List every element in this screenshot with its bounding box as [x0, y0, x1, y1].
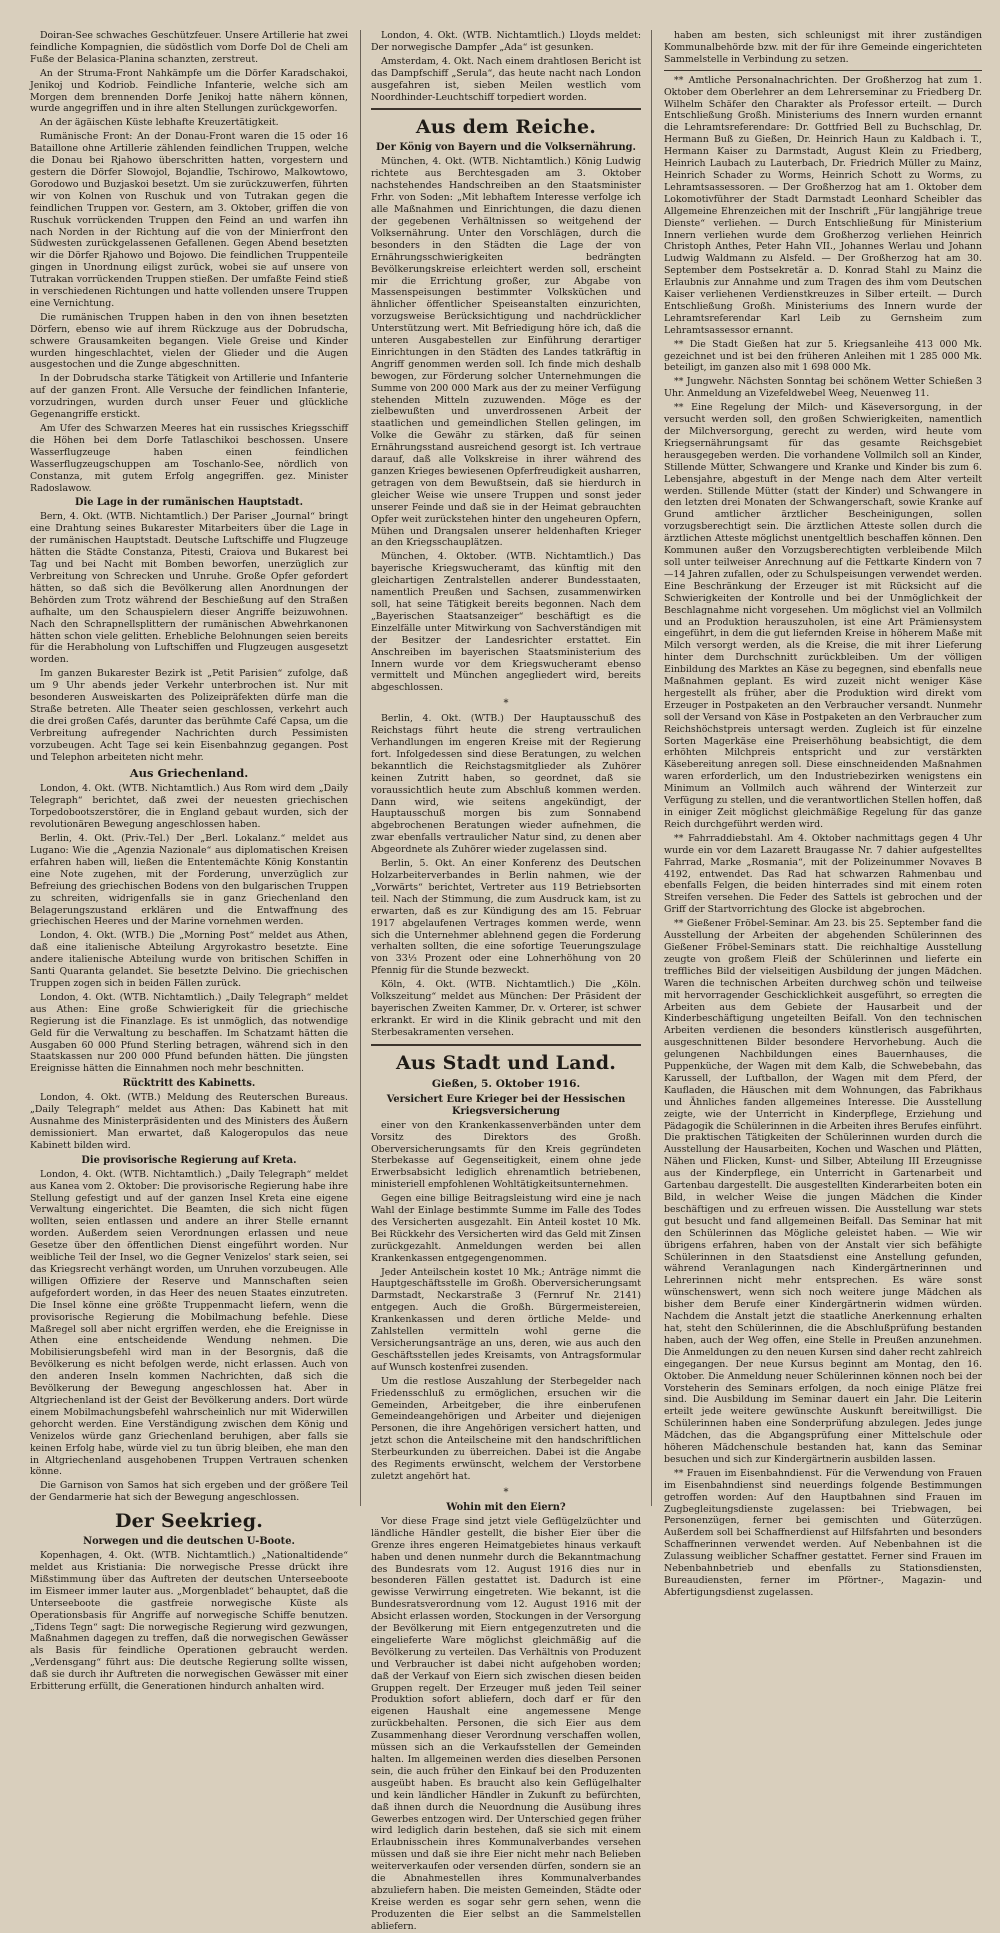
divider: * [503, 1486, 509, 1498]
column-middle [360, 30, 652, 1932]
subheading: Versichert Eure Krieger bei der Hessischen Kriegsversicherung [386, 1093, 626, 1117]
paragraph: einer von den Krankenkassenverbänden unter dem Vorsitz des Direktors des Großh. Oberversicherungsamts für den Kreis gegründeten Sterbekasse auf Gegenseitigkeit, einem ohne jede Erwerbsabsicht lediglich ehrenamtlich betriebenen, ministeriell empfohlenen Wohltätigkeitsunternehmen. [371, 1119, 641, 1191]
paragraph: Die rumänischen Truppen haben in den von ihnen besetzten Dörfern, ebenso wie auf ihrem Rückzuge aus der Dobrudscha, schwere Grausamkeiten begangen. Viele Greise und Kinder wurden hingeschlachtet, vielen der Glieder und die Augen ausgestochen und die Zunge abgeschnitten. [30, 311, 348, 371]
paragraph: Am Ufer des Schwarzen Meeres hat ein russisches Kriegsschiff die Höhen bei dem Dorfe Tatlaschikoi beschossen. Unsere Wasserflugzeuge haben einen feindlichen Wasserflugzeugschuppen am Toschanlo-See, nördlich von Constanza, mit gutem Erfolg angegriffen. gez. Minister Radoslawow. [30, 423, 348, 494]
paragraph: ** Amtliche Personalnachrichten. Der Großherzog hat zum 1. Oktober dem Oberlehrer an dem Lehrerseminar zu Friedberg Dr. Wilhelm Schäfer den Charakter als Professor erteilt. — Durch Entschließung Großh. Ministeriums des Innern wurden ernannt die Lehramtsreferendare: Dr. Gottfried Bell zu Buchschlag, Dr. Hermann Buß zu Gießen, Dr. Heinrich Haun zu Kaldbach i. T., Hermann Kaiser zu Darmstadt, August Klein zu Friedberg, Heinrich Laubach zu Lauterbach, Dr. Friedrich Müller zu Mainz, Heinrich Schader zu Worms, Heinrich Schott zu Worms, zu Lehramtsassessoren. — Der Großherzog hat am 1. Oktober dem Lokomotivführer der Stadt Darmstadt Leonhard Scheibler das Allgemeine Ehrenzeichen mit der Inschrift „Für langjährige treue Dienste“ verliehen. — Durch Entschließung für Ministerium Innern verliehen wurde dem Großherzog verliehen Heinrich Christoph Anthes, Peter Hahn VII., Johannes Werlau und Johann Ludwig Waldmann zu Alsfeld. — Der Großherzog hat am 30. September dem Postsekretär a. D. Konrad Stahl zu Mainz die Erlaubnis zur Annahme und zum Tragen des ihm vom Deutschen Kaiser verliehenen Verdienstkreuzes in Silber erteilt. — Durch Entschließung Großh. Ministeriums des Innern wurde der Lehramtsreferendar Karl Leib zu Gernsheim zum Lehramtsassessor ernannt. [664, 74, 982, 336]
paragraph: ** Frauen im Eisenbahndienst. Für die Verwendung von Frauen im Eisenbahndienst sind neuerdings folgende Bestimmungen getroffen worden: Auf den Hauptbahnen sind Frauen im Zugbegleitungsdienste zugelassen: bei Triebwagen, bei Personenzügen, ferner bei gemischten und Güterzügen. Außerdem soll bei Schaffnerdienst auf Hilfsfahrten und besonders Schaffnerinnen verwendet werden. Auf Nebenbahnen ist die Zulassung weiblicher Schaffner gestattet. Ferner sind Frauen im Nebenbahnbetrieb und ebenfalls zu Stationsdiensten, Bureaudiensten, ferner im Pförtner-, Magazin- und Abfertigungsdienst zugelassen. [664, 1467, 982, 1598]
dateline: Gießen, 5. Oktober 1916. [431, 1077, 581, 1090]
paragraph: ** Fahrraddiebstahl. Am 4. Oktober nachmittags gegen 4 Uhr wurde ein vor dem Lazarett Braugasse Nr. 7 dahier aufgestelltes Fahrrad, Marke „Rosmania“, mit der Polizeinummer Novaves B 4192, entwendet. Das Rad hat schwarzen Rahmenbau und ebenfalls Felgen, die beiden hinterrades sind mit einem roten Streifen versehen. Die Feder des Sattels ist gebrochen und der Griff der Startvorrichtung des Glocke ist abgebrochen. [664, 832, 982, 916]
column-left [30, 30, 348, 1693]
paragraph: ** Gießener Fröbel-Seminar. Am 23. bis 25. September fand die Ausstellung der Arbeiten der abgehenden Schülerinnen des Gießener Fröbel-Seminars statt. Die reichhaltige Ausstellung zeugte von großem Fleiß der Schülerinnen und lieferte ein treffliches Bild der vielseitigen Ausbildung der jungen Mädchen. Waren die technischen Arbeiten durchweg schön und teilweise mit hervorragender Geschicklichkeit ausgeführt, so erregten die Arbeiten aus dem Gebiete der Hausarbeit und der Kinderbeschäftigung ungeteilten Beifall. Von den technischen Arbeiten verdienen die besonders künstlerisch ausgeführten, ausgeschnittenen Bilder besondere Hervorhebung. Auch die gelungenen Nachbildungen eines Bauernhauses, die Puppenküche, der Wagen mit dem Kalb, die Schwebebahn, das Karussell, der Luftballon, der Wagen mit dem Pferd, der Kaufladen, die Häuschen mit dem Wohnungen, das Fabrikhaus und Ähnliches fanden allgemeines Interesse. Die Ausstellung zeigte, wie der Unterricht in Kinderpflege, Erziehung und Pädagogik die Schülerinnen in die Arbeiten ihres Berufes einführt. Die praktischen Tätigkeiten der Schülerinnen wurden durch die Ausstellung der Hausarbeiten, Kochen und Waschen und Plätten, Nähen und Flicken, Kunst- und Silber, Abteilung III Erzeugnisse aus der Kinderpflege, ein Unterricht in Gartenarbeit und Gartenbau dargestellt. Die ausgestellten Kinderarbeiten boten ein Bild, in welcher Weise die jungen Mädchen die Kinder beschäftigen und zu erfreuen wissen. Die Ausstellung war stets gut besucht und fand allgemeinen Beifall. Das Seminar hat mit den Schülerinnen das Mögliche geleistet haben. — Wie wir übrigens erfahren, haben von der Anstalt vier sich befähigte Schülerinnen in den Staatsdienst eine Anstellung gefunden, während Veranlagungen nach Kindergärtnerinnen und Lehrerinnen nicht mehr entsprechen. Es wäre sonst wünschenswert, wenn sich noch weitere junge Mädchen als bisher dem Berufe einer Kindergärtnerin widmen würden. Nachdem die Anstalt jetzt die staatliche Anerkennung erhalten hat, steht den Schülerinnen, die die Abschlußprüfung bestanden haben, auch der Weg offen, eine Stelle in Preußen anzunehmen. Die Anmeldungen zu den neuen Kursen sind daher recht zahlreich eingegangen. Der neue Kursus beginnt am Montag, den 16. Oktober. Die Anmeldung neuer Schülerinnen können noch bei der Vorsteherin des Seminars erfolgen, da noch einige Plätze frei sind. Die Ausbildung im Seminar dauert ein Jahr. Die Leiterin erteilt jede weitere gewünschte Auskunft bereitwilligst. Die Schülerinnen haben eine Sonderprüfung abzulegen. Jedes junge Mädchen, das die Abgangsprüfung einer Mittelschule oder höheren Mädchenschule bestanden hat, kann das Seminar besuchen und sich zur Kindergärtnerin ausbilden lassen. [664, 918, 982, 1465]
subheading: Wohin mit den Eiern? [446, 1501, 566, 1513]
paragraph: Köln, 4. Okt. (WTB. Nichtamtlich.) Die „Köln. Volkszeitung“ meldet aus München: Der Präsident der bayerischen Zweiten Kammer, Dr. v. Orterer, ist schwer erkrankt. Er wird in die Klinik gebracht und mit den Sterbesakramenten versehen. [371, 979, 641, 1038]
paragraph: In der Dobrudscha starke Tätigkeit von Artillerie und Infanterie auf der ganzen Front. Alle Versuche der feindlichen Infanterie, vorzudringen, wurden durch unser Feuer und glückliche Gegenangriffe erstickt. [30, 373, 348, 421]
divider: * [503, 698, 509, 710]
paragraph: München, 4. Okt. (WTB. Nichtamtlich.) König Ludwig richtete aus Berchtesgaden am 3. Oktober nachstehendes Handschreiben an den Staatsminister Frhr. von Soden: „Mit lebhaftem Interesse verfolge ich alle Maßnahmen und Einrichtungen, die dazu dienen der gegebenen Verhältnissen so weitgehend der Volksernährung. Unter den Vorschlägen, durch die besonders in den Städten die Lage der von Ernährungsschwierigkeiten bedrängten Bevölkerungskreise erleichtert werden soll, erscheint mir die Errichtung großer, zur Abgabe von Massenspeisungen bestimmter Volksküchen und ähnlicher öffentlicher Speiseanstalten einzurichten, vorzugsweise Berücksichtigung und nachdrücklicher Unterstützung wert. Mit Befriedigung höre ich, daß die unteren Ausgabestellen zur Einführung derartiger Einrichtungen in den Städten des Landes tatkräftig in Angriff genommen werden soll. Ich finde mich deshalb bewogen, zur Förderung solcher Unternehmungen die Summe von 200 000 Mark aus der zu meiner Verfügung stehenden Mitteln zuzuwenden. Möge es der zielbewußten und unverdrossenen Arbeit der staatlichen und gemeindlichen Stellen gelingen, im Volke die Gewähr zu stärken, daß für seinen Ernährungsstand ausreichend gesorgt ist. Ich vertraue darauf, daß alle Volkskreise in ihrer während des ganzen Krieges bewiesenen Opferfreudigkeit ausharren, getragen von dem Bewußtsein, daß sie hierdurch in gleicher Weise wie unsere Truppen und sonst jeder unserer Feinde und daß sie in der Heimat gebrauchten Opfer weit zurückstehen hinter den ungeheuren Opfern, Mühen und Drangsalen unserer heldenhaften Krieger an den Kriegsschauplätzen. [371, 156, 641, 549]
paragraph: London, 4. Okt. (WTB. Nichtamtlich.) „Daily Telegraph“ meldet aus Kanea vom 2. Oktober: Die provisorische Regierung habe ihre Stellung gefestigt und auf der ganzen Insel Kreta eine eigene Verwaltung eingerichtet. Die Beamten, die sich nicht fügen wollten, seien entlassen und andere an ihrer Stelle ernannt worden. Außerdem seien Verordnungen erlassen und neue Gesetze über den öffentlichen Dienst eingeführt worden. Nur weibliche Teil der Insel, wo die Gegner Venizelos' stark seien, sei das Kriegsrecht verhängt worden, um Unruhen vorzubeugen. Alle willigen Offiziere der Reserve und Mannschaften seien aufgefordert worden, in das Heer des neuen Staates einzutreten. Die Insel könne eine größte Truppenmacht liefern, wenn die provisorische Regierung die Mobilmachung befehle. Diese Maßregel soll aber nicht ergriffen werden, ehe die Ereignisse in Athen eine entscheidende Wendung nehmen. Die Mobilisierungsbefehl wird man in der Besorgnis, daß die Bevölkerung es nicht befolgen werde, nicht erlassen. Auch von den anderen Inseln kommen Nachrichten, daß sich die Bevölkerung der Bewegung angeschlossen hat. Aber in Altgriechenland ist der Geist der Bevölkerung anders. Dort würde einem Mobilmachungsbefehl wahrscheinlich nur mit Widerwillen gehorcht werden. Eine Verständigung zwischen dem König und Venizelos würde ganz Griechenland beruhigen, aber falls sie keinen Erfolg habe, würde viel zu tun übrig bleiben, ehe man den in Altgriechenland ausgehobenen Truppen Vertrauen schenken könne. [30, 1168, 348, 1478]
subheading: Der König von Bayern und die Volksernährung. [376, 142, 636, 154]
section-heading: Der Seekrieg. [114, 1510, 264, 1533]
paragraph: An der Struma-Front Nahkämpfe um die Dörfer Karadschakoi, Jenikoj und Kodriob. Feindliche Infanterie, welche sich am Morgen dem brennenden Dorfe Jenikoj hatte nähern können, wurde angegriffen und in ihre alten Stellungen zurückgeworfen. [30, 67, 348, 115]
divider [664, 70, 982, 71]
column-right [664, 30, 982, 1598]
paragraph: An der ägäischen Küste lebhafte Kreuzertätigkeit. [40, 117, 279, 129]
paragraph: Berlin, 4. Okt. (Priv.-Tel.) Der „Berl. Lokalanz.“ meldet aus Lugano: Wie die „Agenzia Nazionale“ aus diplomatischen Kreisen erfahren haben will, ließen die Ententemächte König Konstantin eine Note zugehen, mit der Forderung, unverzüglich zur Befreiung des griechischen Bodens von den bulgarischen Truppen zu schreiten, widrigenfalls sie in ganz Griechenland den Belagerungszustand erklären und die Entwaffnung des griechischen Heeres und der Marine vornehmen werden. [30, 833, 348, 928]
paragraph: ** Die Stadt Gießen hat zur 5. Kriegsanleihe 413 000 Mk. gezeichnet und ist bei den früheren Anleihen mit 1 285 000 Mk. beteiligt, im ganzen also mit 1 698 000 Mk. [664, 338, 982, 374]
paragraph: Bern, 4. Okt. (WTB. Nichtamtlich.) Der Pariser „Journal“ bringt eine Drahtung seines Bukarester Mitarbeiters über die Lage in der rumänischen Hauptstadt. Deutsche Luftschiffe und Flugzeuge hätten die Städte Constanza, Pitesti, Craiova und Bukarest bei Tag und bei Nacht mit Bomben beworfen, unerzüglich zur Verbreitung von Schrecken und Unruhe. Große Opfer gefordert hätten, so daß sich die Bevölkerung allen Anordnungen der Behörden zum Trotz während der Beschießung auf den Straßen aufhalte, um den Schauspielern dieser Angriffe beizuwohnen. Nach den Schrapnellsplittern der rumänischen Abwehrkanonen hätten schon viele gelitten. Erhebliche Belohnungen seien bereits für die Herabholung von Luftschiffen und Flugzeugen ausgesetzt worden. [30, 511, 348, 666]
paragraph: Um die restlose Auszahlung der Sterbegelder nach Friedensschluß zu ermöglichen, ersuchen wir die Gemeinden, Arbeitgeber, die ihre einberufenen Gemeindeangehörigen und Arbeiter und diejenigen Personen, die ihre Angehörigen versichert hatten, und jetzt schon die Anteilscheine mit den handschriftlichen Sterbeurkunden zu überreichen. Dabei ist die Angabe des Regiments erwünscht, welchem der Verstorbene zuletzt angehört hat. [371, 1375, 641, 1482]
paragraph: Im ganzen Bukarester Bezirk ist „Petit Parisien“ zufolge, daß um 9 Uhr abends jeder Verkehr unterbrochen ist. Nur mit besonderen Ausweiskarten des Polizeipräfekten dürfe man die Straße betreten. Alle Theater seien geschlossen, verkehrt auch die drei großen Cafés, darunter das berühmte Café Capsa, um die Verbreitung aufregender Nachrichten durch Pessimisten vorzubeugen. Acht Tage sei kein Eisenbahnzug gegangen. Post und Telephon arbeiteten nicht mehr. [30, 668, 348, 763]
subheading: Norwegen und die deutschen U-Boote. [83, 1536, 295, 1548]
section-heading: Aus Stadt und Land. [395, 1051, 617, 1074]
subheading: Die Lage in der rumänischen Hauptstadt. [75, 497, 303, 509]
paragraph: London, 4. Okt. (WTB. Nichtamtlich.) „Daily Telegraph“ meldet aus Athen: Eine große Schwierigkeit für die griechische Regierung ist die Finanzlage. Es ist unmöglich, das notwendige Geld für die Verwaltung zu beschaffen. Im Schatzamt hätten die Ausgaben 60 000 Pfund Sterling betragen, während sich in den Staatskassen nur 200 000 Pfund befunden hätten. Die jüngsten Ereignisse hätten die Einnahmen noch mehr beschnitten. [30, 991, 348, 1075]
paragraph: München, 4. Oktober. (WTB. Nichtamtlich.) Das bayerische Kriegswucheramt, das künftig mit den gleichartigen Zentralstellen anderer Bundesstaaten, namentlich Preußen und Sachsen, zusammenwirken soll, hat seine Tätigkeit bereits begonnen. Nach dem „Bayerischen Staatsanzeiger“ beschäftigt es die Einzelfälle unter Mitwirkung von Sachverständigen mit der Besitzer der Landesrichter erstattet. Ein Anschreiben im bayerischen Staatsministerium des Innern wurde vor dem Kriegswucheramt ebenso vermittelt und München angegliedert wird, bereits abgeschlossen. [371, 551, 641, 694]
subheading: Rücktritt des Kabinetts. [122, 1078, 256, 1090]
paragraph: Jeder Anteilschein kostet 10 Mk.; Anträge nimmt die Hauptgeschäftsstelle im Großh. Oberversicherungsamt Darmstadt, Neckarstraße 3 (Fernruf Nr. 2141) entgegen. Auch die Großh. Bürgermeistereien, Krankenkassen und deren örtliche Melde- und Zahlstellen vermitteln wohl gerne die Versicherungsanträge an uns, deren, wie aus auch den Geschäftsstellen jedes Kreisamts, von Antragsformular auf Wunsch kostenfrei zusenden. [371, 1266, 641, 1373]
divider [371, 1044, 641, 1046]
paragraph: haben am besten, sich schleunigst mit ihrer zuständigen Kommunalbehörde bzw. mit der für ihre Gemeinde eingerichteten Sammelstelle in Verbindung zu setzen. [664, 30, 982, 65]
paragraph: London, 4. Okt. (WTB. Nichtamtlich.) Aus Rom wird dem „Daily Telegraph“ berichtet, daß zwei der neuesten griechischen Torpedobootszerstörer, die in England gebaut wurden, sich der revolutionären Bewegung angeschlossen haben. [30, 783, 348, 831]
paragraph: Berlin, 4. Okt. (WTB.) Der Hauptausschuß des Reichstags führt heute die streng vertraulichen Verhandlungen im engeren Kreise mit der Regierung fort. Infolgedessen sind diese Beratungen, zu welchen bekanntlich die Reichstagsmitglieder als Zuhörer keinen Zutritt haben, so geordnet, daß sie voraussichtlich heute zum Abschluß kommen werden. Dann wird, wie seitens angekündigt, der Hauptausschuß morgen bis zum Sonnabend abgebrochenen Beratungen wieder aufnehmen, die zwar ebenfalls vertraulicher Natur sind, zu denen aber Abgeordnete als Zuhörer wieder zugelassen sind. [371, 713, 641, 856]
paragraph: Amsterdam, 4. Okt. Nach einem drahtlosen Bericht ist das Dampfschiff „Serula“, das heute nacht nach London ausgefahren ist, sieben Meilen westlich vom Noordhinder-Leuchtschiff torpediert worden. [371, 55, 641, 103]
paragraph: London, 4. Okt. (WTB.) Meldung des Reuterschen Bureaus. „Daily Telegraph“ meldet aus Athen: Das Kabinett hat mit Ausnahme des Ministerpräsidenten und des Ministers des Äußern demissioniert. Man erwartet, daß Kalogeropulos das neue Kabinett bilden wird. [30, 1092, 348, 1151]
paragraph: Gegen eine billige Beitragsleistung wird eine je nach Wahl der Einlage bestimmte Summe im Falle des Todes des Versicherten ausgezahlt. Ein Anteil kostet 10 Mk. Bei Rückkehr des Versicherten wird das Geld mit Zinsen zurückgezahlt. Anmeldungen werden bei allen Krankenkassen entgegengenommen. [371, 1193, 641, 1264]
paragraph: London, 4. Okt. (WTB.) Die „Morning Post“ meldet aus Athen, daß eine italienische Abteilung Argyrokastro besetzte. Eine andere italienische Abteilung wurde von britischen Schiffen in Santi Quaranta gelandet. Sie besetzte Delvino. Die griechischen Truppen zogen sich in beiden Fällen zurück. [30, 930, 348, 989]
paragraph: Rumänische Front: An der Donau-Front waren die 15 oder 16 Bataillone ohne Artillerie zählenden feindlichen Truppen, welche die Donau bei Rjahowo überschritten hatten, vorgestern und gestern die Dörfer Slowojol, Bojandlie, Tschirowo, Malkowtowo, Gorodowo und Buzjaskoi besetzt. Um sie zurückzuwerfen, führten wir von Kolnen von Ruschuk und von Tutrakan gegen die feindlichen Truppen vor. Gestern, am 3. Oktober, griffen die von Ruschuk vorrückenden Truppen den Feind an und warfen ihn nach Norden in der Richtung auf die von der Minierfront den Südwesten zurückgelassenen Gefallenen. Gegen Abend besetzten wir die Dörfer Rjahowo und Bojowo. Die feindlichen Truppenteile gingen in Unordnung eiligst zurück, wobei sie auf unsere von Tutrakan vorrückenden Truppen stießen. Der umfaßte Feind stieß in verschiedenen Richtungen und hatte vollenden unsere Truppen eine Vernichtung. [30, 131, 348, 309]
paragraph: ** Jungwehr. Nächsten Sonntag bei schönem Wetter Schießen 3 Uhr. Anmeldung an Vizefeldwebel Weeg, Neuenweg 11. [664, 376, 982, 400]
paragraph: Kopenhagen, 4. Okt. (WTB. Nichtamtlich.) „Nationaltidende“ meldet aus Kristiania: Die norwegische Presse drückt ihre Mißstimmung über das Auftreten der deutschen Unterseeboote im Eismeer immer lauter aus. „Morgenbladet“ behauptet, daß die Unterseeboote die gastfreie norwegische Küste als Operationsbasis für Angriffe auf norwegische Schiffe benutzen. „Tidens Tegn“ sagt: Die norwegische Regierung wird gezwungen, Maßnahmen dagegen zu treffen, daß die norwegischen Gewässer als Basis für feindliche Operationen gebraucht werden. „Verdensgang“ führt aus: Die deutsche Regierung sollte wissen, daß sie durch ihr Auftreten die norwegischen Gewässer mit einer Erbitterung erfüllt, die Generationen hindurch anhalten wird. [30, 1550, 348, 1693]
section-heading: Aus Griechenland. [129, 766, 249, 781]
paragraph: London, 4. Okt. (WTB. Nichtamtlich.) Lloyds meldet: Der norwegische Dampfer „Ada“ ist gesunken. [371, 30, 641, 53]
paragraph: Doiran-See schwaches Geschützfeuer. Unsere Artillerie hat zwei feindliche Kompagnien, die südöstlich vom Dorfe Dol de Cheli am Fuße der Belasica-Planina schanzten, zerstreut. [30, 30, 348, 65]
paragraph: Berlin, 5. Okt. An einer Konferenz des Deutschen Holzarbeiterverbandes in Berlin nahmen, wie der „Vorwärts“ berichtet, Vertreter aus 119 Betriebsorten teil. Nach der Stimmung, die zum Ausdruck kam, ist zu erwarten, daß es zur Kündigung des am 15. Februar 1917 abgelaufenen Vertrages kommen werde, wenn sich die Unternehmer ablehnend gegen die Forderung verhalten sollten, die eine sofortige Teuerungszulage von 33⅓ Prozent oder eine Lohnerhöhung von 20 Pfennig für die Stunde bezweckt. [371, 858, 641, 977]
divider [371, 108, 641, 110]
paragraph: Vor diese Frage sind jetzt viele Geflügelzüchter und ländliche Händler gestellt, die bisher Eier über die Grenze ihres engeren Heimatgebietes hinaus verkauft haben und denen nunmehr durch die Bekanntmachung des Bundesrats vom 12. August 1916 dies nur in besonderen Fällen gestattet ist. Dadurch ist eine gewisse Verwirrung eingetreten. Wie bekannt, ist die Bundesratsverordnung vom 12. August 1916 mit der Absicht erlassen worden, Stockungen in der Versorgung der Bevölkerung mit Eiern entgegenzutreten und die eingelieferte Ware möglichst gleichmäßig auf die Bevölkerung zu verteilen. Das Verhältnis von Produzent und Verbraucher ist dabei nicht aufgehoben worden; daß der Verkauf von Eiern sich zwischen diesen beiden Gruppen regelt. Der Erzeuger muß jeden Teil seiner Produktion sofort abliefern, doch darf er für den eigenen Haushalt eine angemessene Menge zurückbehalten. Personen, die sich Eier aus dem Zusammenhang dieser Verordnung verschaffen wollen, müssen sich an die Verkaufsstellen der Gemeinden halten. Im allgemeinen werden dies dieselben Personen sein, die auch früher den Einkauf bei den Produzenten ausgeübt haben. Es braucht also kein Geflügelhalter und kein ländlicher Händler in Zukunft zu befürchten, daß ihnen durch die Neuordnung die Ausübung ihres Gewerbes entzogen wird. Der Unterschied gegen früher wird lediglich darin bestehen, daß sie sich mit einem Erlaubnisschein ihres Kommunalverbandes versehen müssen und daß sie ihre Eier nicht mehr nach Belieben weiterverkaufen oder versenden dürfen, sondern sie an die Abnahmestellen ihres Kommunalverbandes abzuliefern haben. Die meisten Gemeinden, Städte oder Kreise werden es sogar sehr gern sehen, wenn die Produzenten die Eier selbst an die Sammelstellen abliefern. [371, 1515, 641, 1932]
paragraph: Die Garnison von Samos hat sich ergeben und der größere Teil der Gendarmerie hat sich der Bewegung angeschlossen. [30, 1480, 348, 1504]
section-heading: Aus dem Reiche. [415, 116, 597, 139]
subheading: Die provisorische Regierung auf Kreta. [81, 1154, 297, 1166]
paragraph: ** Eine Regelung der Milch- und Käseversorgung, in der versucht werden soll, den großen Schwierigkeiten, namentlich der Milchversorgung, gerecht zu werden, wird heute vom Kriegsernährungsamt für das gesamte Reichsgebiet herausgegeben werden. Die vorhandene Vollmilch soll an Kinder, Stillende Mütter, Schwangere und Kranke und Kinder bis zum 6. Lebensjahre, abgestuft in der Menge nach dem Alter verteilt werden. Stillende Mütter (statt der Kinder) und Schwangere in den letzten drei Monaten der Schwangerschaft, sowie Kranke auf Grund amtlicher ärztlicher Bescheinigungen, sollen vorzugsberechtigt sein. Die ärztlichen Atteste sollen durch die ärztlichen Atteste möglichst unentgeltlich beschaffen können. Den Kommunen außer den Vorzugsberechtigten verbleibende Milch soll unter teilweiser Anrechnung auf die Fettkarte Kindern von 7—14 Jahren zufallen, oder zu Schulspeisungen verwendet werden. Eine Beschränkung der Erzeuger ist mit Rücksicht auf die Schwierigkeiten der Kontrolle und bei der Unmöglichkeit der Beschlagnahme nicht vorgesehen. Um möglichst viel an Vollmilch und an Produktion herauszuholen, ist eine Art Prämiensystem eingeführt, in dem die gut liefernden Kreise in höherem Maße mit Milch versorgt werden, als die Kreise, die mit ihrer Lieferung hinter dem Durchschnitt zurückbleiben. Um der völligen Einbildung des Marktes an Käse zu begegnen, sind ebenfalls neue Maßnahmen geplant. Es wird zuzeit nicht weniger Käse hergestellt als früher, aber die Produktion wird direkt vom Erzeuger in Postpaketen an den Verbraucher versandt. Nunmehr soll der Versand von Käse in Postpaketen an den Verbraucher zum Reichshöchstpreis untersagt werden. Zugleich ist für einzelne Sorten Magerkäse eine Preiserhöhung beabsichtigt, die dem erhöhten Milchpreis entspricht und zur verstärkten Käsebereitung anregen soll. Diese einschneidenden Maßnahmen waren erforderlich, um den Industriebezirken wenigstens ein Minimum an Vollmilch auch während der Winterzeit zur Verfügung zu stellen, und die verantwortlichen Stellen hoffen, daß in einiger Zeit möglichst gleichmäßige Regelung für das ganze Reich durchgeführt werden wird. [664, 402, 982, 830]
